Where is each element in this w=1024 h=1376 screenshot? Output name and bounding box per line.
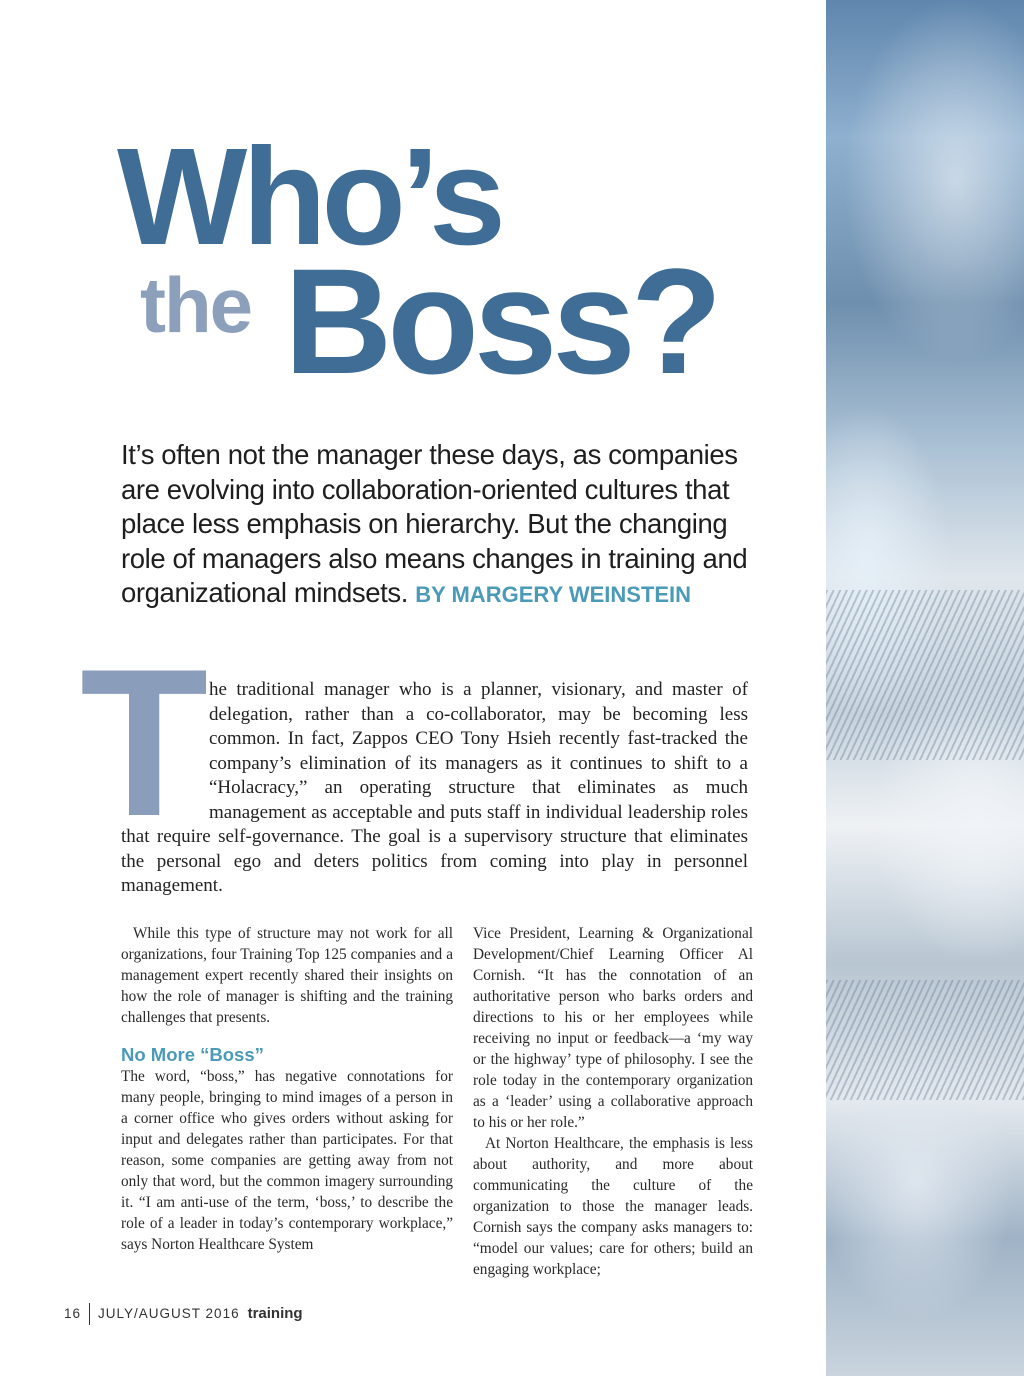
lead-paragraph <box>121 678 748 899</box>
deck-text: It’s often not the manager these days, as companies are evolving into collaboration-oriented cultures that place less emphasis on hierarchy. But the changing role of managers also means changes in training and organizational mindsets. <box>121 439 748 608</box>
body-paragraph: Vice President, Learning & Organizational Development/Chief Learning Officer Al Cornish. “It has the connotation of an authoritative person who barks orders and directions to his or her employees while receiving no input or feedback—a ‘my way or the highway’ type of philosophy. I see the role today in the contemporary organization as a ‘leader’ using a collaborative approach to his or her role.” <box>473 925 753 1131</box>
magazine-name: training <box>247 1305 303 1322</box>
body-column-1 <box>121 923 453 1255</box>
page-number: 16 <box>64 1306 82 1321</box>
drop-cap-spacer <box>121 678 209 825</box>
body-column-2 <box>473 923 753 1280</box>
section-heading: No More “Boss” <box>121 1044 264 1065</box>
headline-the: the <box>140 261 251 349</box>
footer-divider <box>89 1303 90 1325</box>
body-paragraph: While this type of structure may not work for all organizations, four Training Top 125 companies and a management expert recently shared their insights on how the role of manager is shifting and the training challenges that presents. <box>121 925 453 1026</box>
page-footer <box>64 1302 303 1326</box>
drop-cap-letter: T <box>80 625 209 860</box>
byline: BY MARGERY WEINSTEIN <box>415 582 692 607</box>
headline-whos: Who’s <box>117 120 501 274</box>
body-paragraph: At Norton Healthcare, the emphasis is less about authority, and more about communicating the culture of the organization to those the manager leads. Cornish says the company asks managers to: “model our values; care for others; build an engaging workplace; <box>473 1135 753 1278</box>
headline-boss: Boss? <box>284 237 718 405</box>
photo-fabric-texture <box>826 980 1024 1100</box>
lead-text: he traditional manager who is a planner, visionary, and master of delegation, rather than a co-collaborator, may be becoming less common. In fact, Zappos CEO Tony Hsieh recently fast-tracked the company’s elimination of its managers as it continues to shift to a “Holacracy,” an operating structure that eliminates as much management as acceptable and puts staff in individual leadership roles that require self-governance. The goal is a supervisory structure that eliminates the personal ego and deters politics from coming into play in personnel management. <box>121 679 748 896</box>
article-deck <box>121 438 761 613</box>
issue-date: JULY/AUGUST 2016 <box>98 1306 240 1321</box>
cover-photo-strip <box>826 0 1024 1376</box>
body-paragraph: The word, “boss,” has negative connotations for many people, bringing to mind images of a person in a corner office who gives orders without asking for input and delegates rather than participates. For that reason, some companies are getting away from not only that word, but the common imagery surrounding it. “I am anti-use of the term, ‘boss,’ to describe the role of a leader in today’s contemporary workplace,” says Norton Healthcare System <box>121 1068 453 1253</box>
photo-fabric-texture <box>826 590 1024 760</box>
